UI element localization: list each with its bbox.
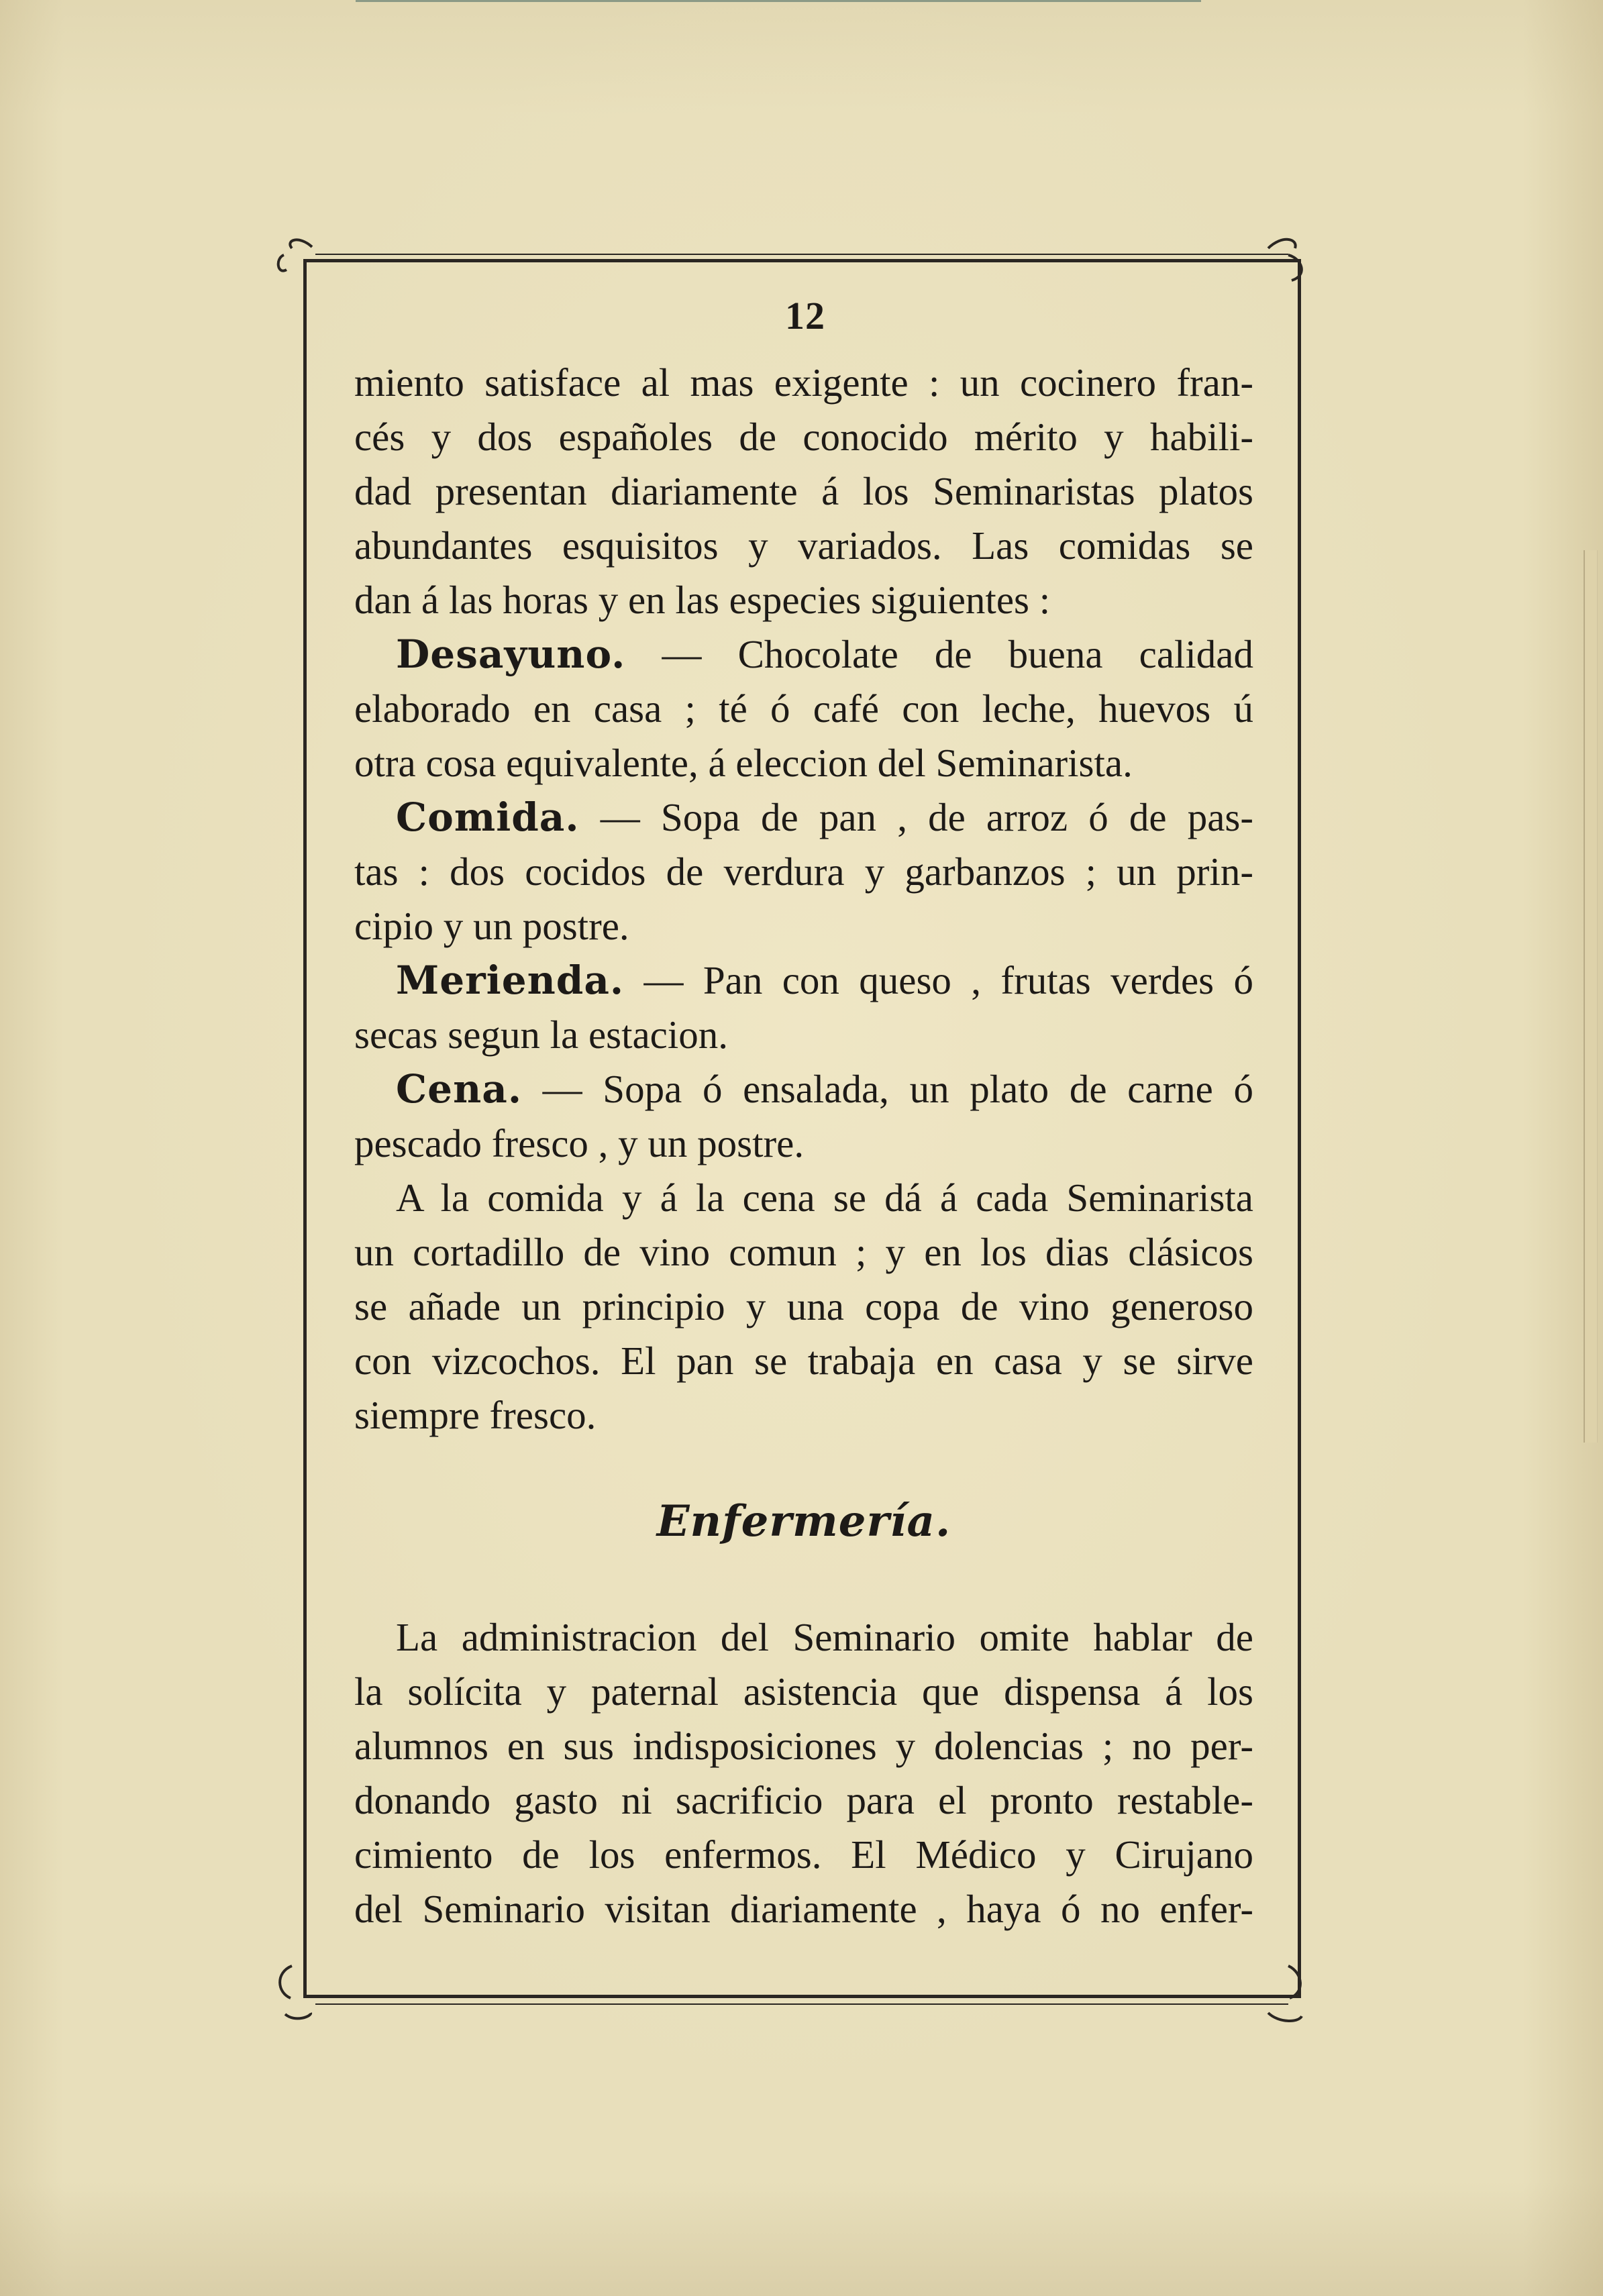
entry-text: — Sopa de pan , de arroz ó de pas- bbox=[600, 795, 1253, 839]
frame-rule-top bbox=[315, 254, 1288, 255]
paragraph-intro bbox=[354, 356, 1253, 627]
entry-text: — Pan con queso , frutas verdes ó bbox=[643, 958, 1253, 1002]
paragraph-enfermeria bbox=[354, 1610, 1253, 1936]
text-line: dan á las horas y en las especies siguientes : bbox=[354, 578, 1051, 622]
entry-text: — Sopa ó ensalada, un plato de carne ó bbox=[542, 1067, 1253, 1111]
text-line: un cortadillo de vino comun ; y en los dias clásicos bbox=[354, 1230, 1253, 1274]
entry-first-line bbox=[354, 627, 1253, 682]
text-line: la solícita y paternal asistencia que dispensa á los bbox=[354, 1669, 1253, 1714]
entry-label: Desayuno. bbox=[396, 631, 626, 677]
frame-rule-bottom bbox=[315, 2003, 1288, 2005]
paragraph-vino bbox=[354, 1171, 1253, 1443]
text-line: abundantes esquisitos y variados. Las comidas se bbox=[354, 523, 1253, 568]
page-number: 12 bbox=[785, 294, 825, 337]
entry-label: Cena. bbox=[396, 1066, 523, 1112]
entry-text: — Chocolate de buena calidad bbox=[662, 632, 1253, 676]
text-line: cimiento de los enfermos. El Médico y Cirujano bbox=[354, 1832, 1253, 1877]
text-line: secas segun la estacion. bbox=[354, 1012, 729, 1057]
text-line: alumnos en sus indisposiciones y dolencias ; no per- bbox=[354, 1724, 1253, 1768]
text-line: A la comida y á la cena se dá á cada Seminarista bbox=[396, 1176, 1253, 1220]
corner-ornament-top-left-icon bbox=[272, 228, 325, 295]
text-line: miento satisface al mas exigente : un cocinero fran- bbox=[354, 360, 1253, 405]
entry-first-line bbox=[354, 790, 1253, 845]
text-line: pescado fresco , y un postre. bbox=[354, 1121, 805, 1165]
text-line: otra cosa equivalente, á eleccion del Seminarista. bbox=[354, 741, 1133, 785]
entry-cena bbox=[354, 1062, 1253, 1171]
entry-label: Comida. bbox=[396, 794, 580, 840]
entry-merienda bbox=[354, 953, 1253, 1062]
corner-ornament-bottom-left-icon bbox=[272, 1959, 325, 2026]
text-line: cipio y un postre. bbox=[354, 904, 629, 948]
entry-first-line bbox=[354, 1062, 1253, 1116]
top-edge-line bbox=[356, 0, 1201, 2]
text-line: dad presentan diariamente á los Seminaristas platos bbox=[354, 469, 1253, 513]
entry-desayuno bbox=[354, 627, 1253, 790]
entry-first-line bbox=[354, 953, 1253, 1008]
corner-ornament-top-right-icon bbox=[1261, 228, 1315, 295]
text-line: cés y dos españoles de conocido mérito y habili- bbox=[354, 415, 1253, 459]
text-line: tas : dos cocidos de verdura y garbanzos ; un prin- bbox=[354, 849, 1253, 894]
section-heading: Enfermería. bbox=[656, 1496, 951, 1547]
text-line: La administracion del Seminario omite hablar de bbox=[396, 1615, 1253, 1659]
entry-label: Merienda. bbox=[396, 957, 625, 1003]
text-line: donando gasto ni sacrificio para el pronto restable- bbox=[354, 1778, 1253, 1822]
binding-edge-strip bbox=[1584, 550, 1598, 1443]
text-line: del Seminario visitan diariamente , haya ó no enfer- bbox=[354, 1887, 1253, 1931]
text-line: elaborado en casa ; té ó café con leche, huevos ú bbox=[354, 686, 1253, 731]
text-line: se añade un principio y una copa de vino generoso bbox=[354, 1284, 1253, 1328]
entry-comida bbox=[354, 790, 1253, 953]
text-line: siempre fresco. bbox=[354, 1393, 597, 1437]
text-line: con vizcochos. El pan se trabaja en casa y se sirve bbox=[354, 1339, 1253, 1383]
corner-ornament-bottom-right-icon bbox=[1261, 1959, 1315, 2026]
